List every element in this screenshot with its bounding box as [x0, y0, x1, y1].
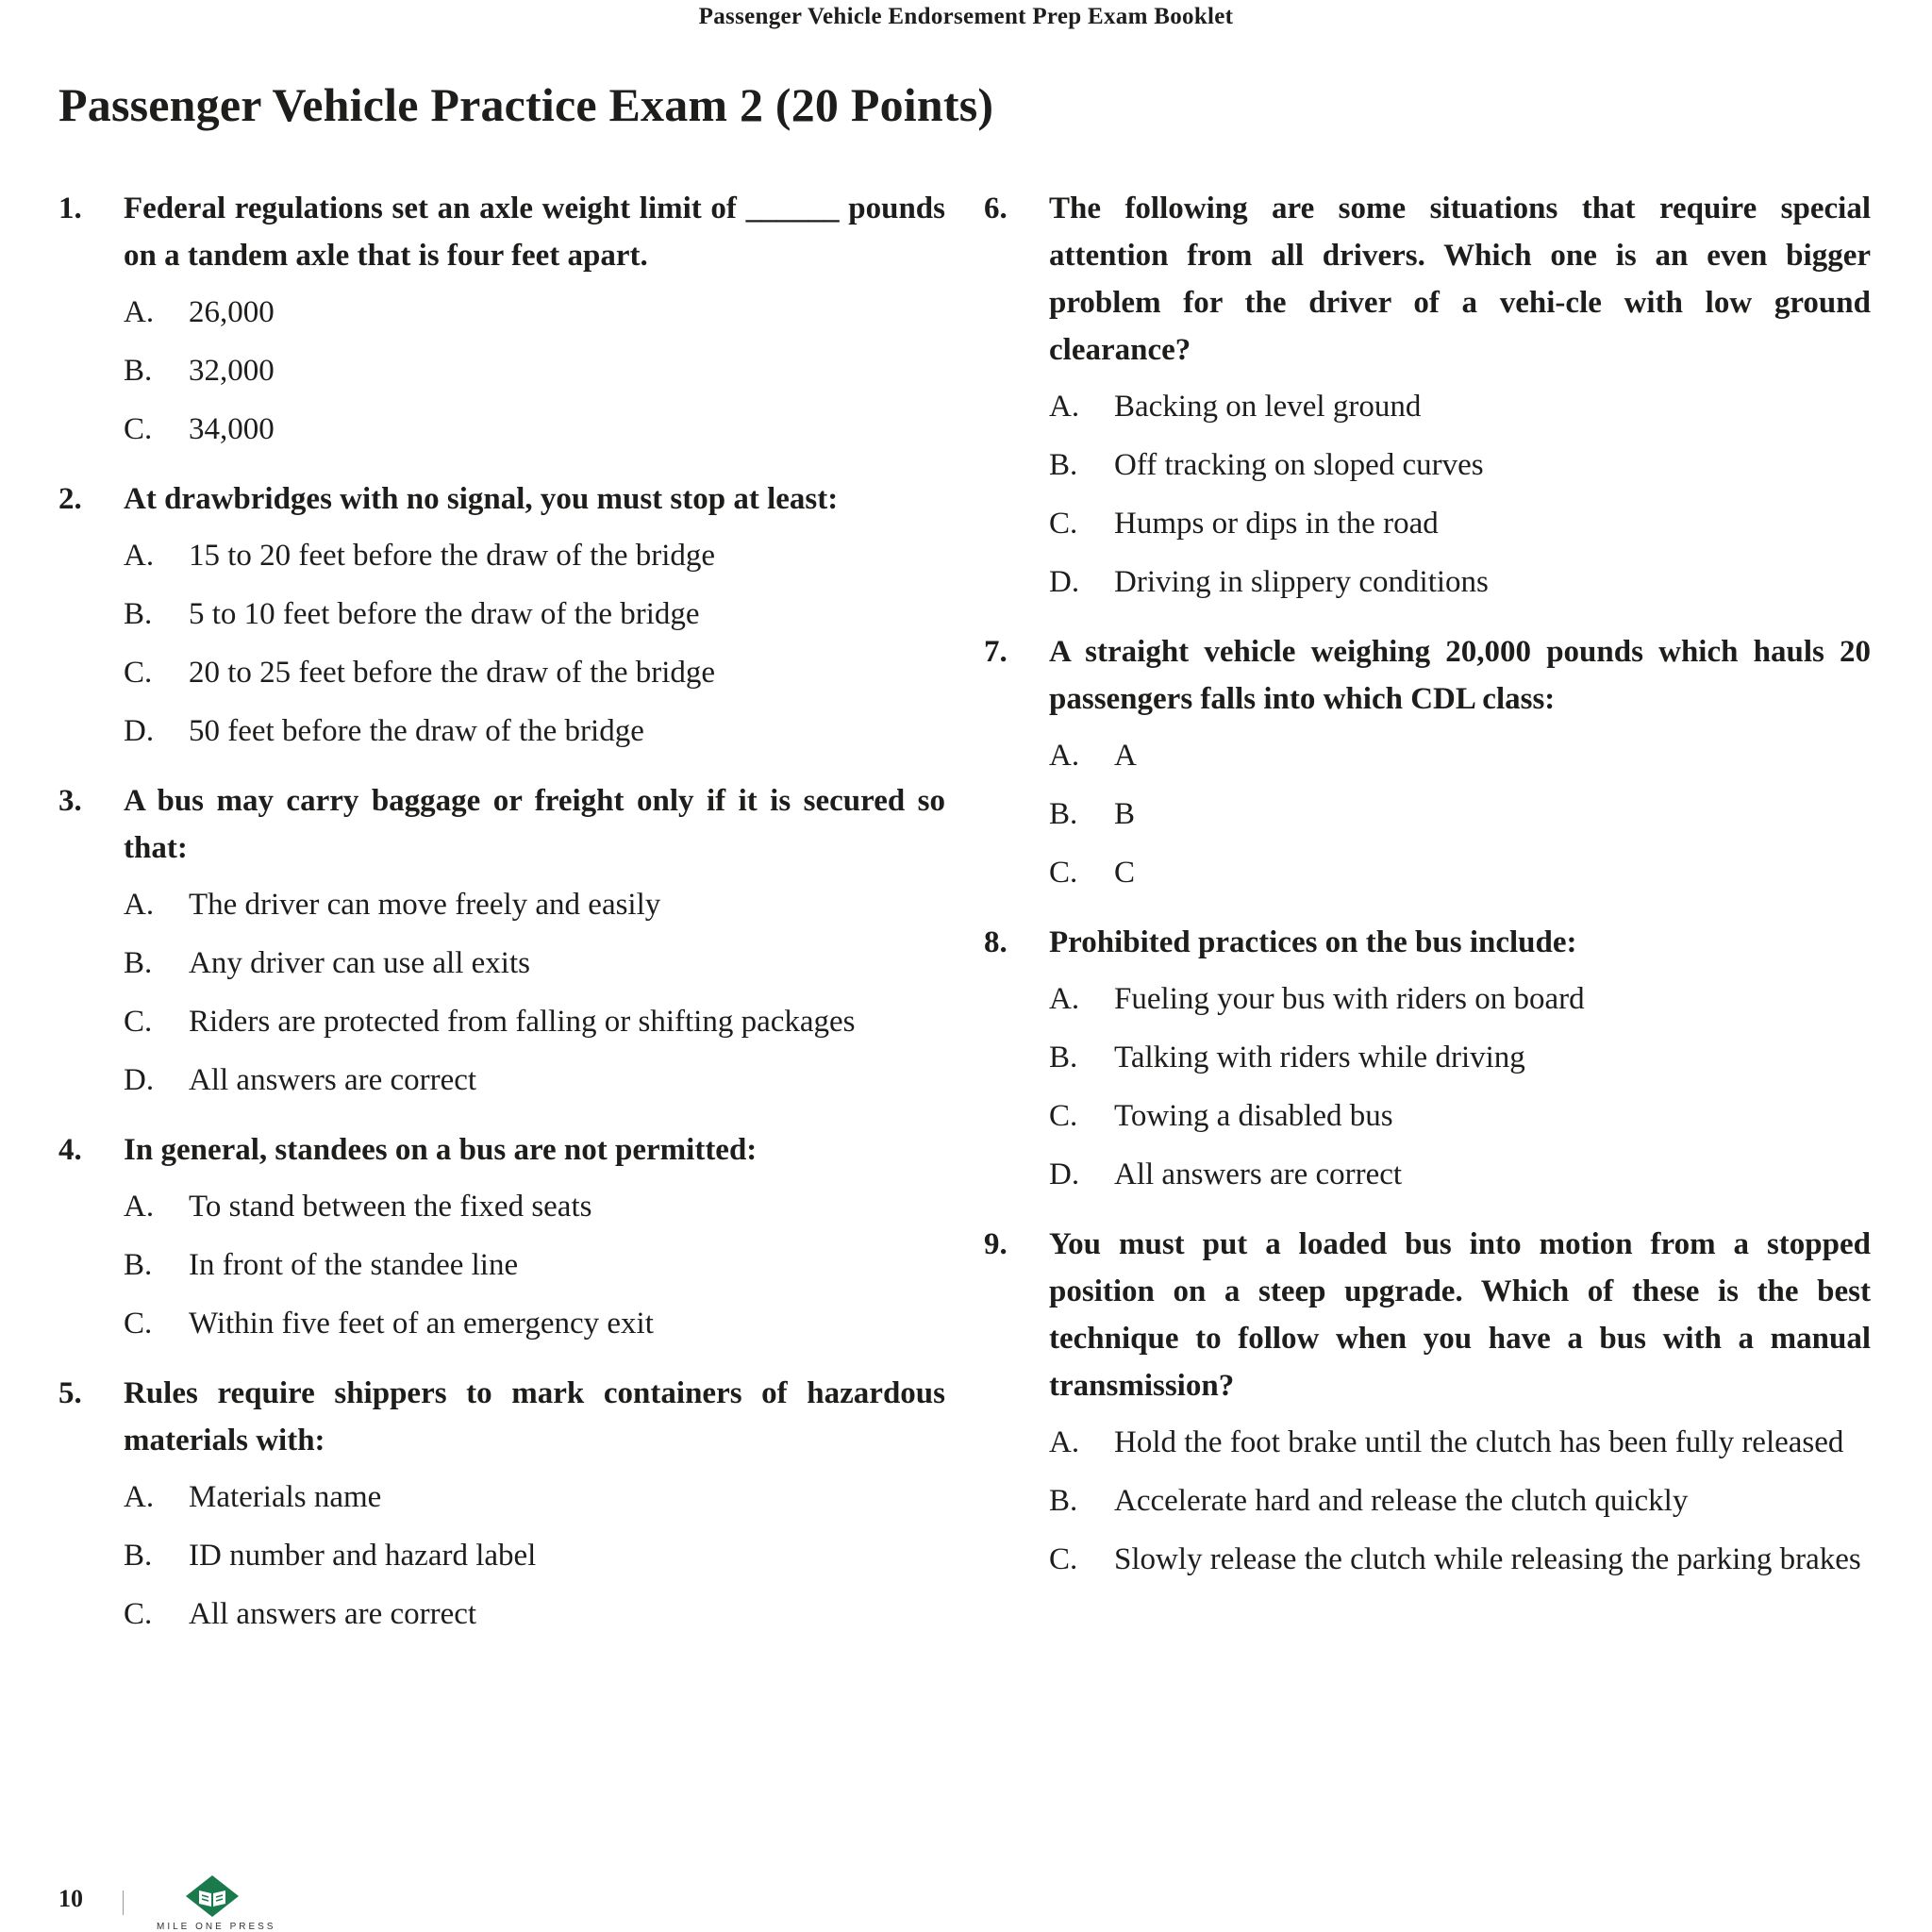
answer-text: C [1114, 856, 1136, 890]
answer-letter: D. [1049, 565, 1080, 599]
answer-list [1049, 732, 1871, 896]
answer-text: Towing a disabled bus [1114, 1099, 1393, 1133]
answer-text: Driving in slippery conditions [1114, 565, 1489, 599]
answer-option [1049, 1034, 1871, 1081]
answer-letter: B. [1049, 1041, 1078, 1074]
answer-letter: B. [1049, 797, 1078, 831]
question-number: 8. [984, 925, 1008, 959]
answer-option [1049, 558, 1871, 606]
running-head: Passenger Vehicle Endorsement Prep Exam Booklet [698, 4, 1234, 29]
answer-text: Fueling your bus with riders on board [1114, 982, 1585, 1016]
answer-text: Accelerate hard and release the clutch quickly [1114, 1484, 1689, 1518]
question-4 [58, 1126, 945, 1347]
answer-text: 32,000 [189, 354, 275, 388]
question-number: 3. [58, 784, 82, 818]
answer-letter: B. [124, 597, 153, 631]
answer-option [1049, 1419, 1871, 1466]
answer-list [1049, 975, 1871, 1198]
answer-text: In front of the standee line [189, 1248, 519, 1282]
answer-option [124, 406, 945, 453]
answer-option [1049, 975, 1871, 1023]
question-text: Prohibited practices on the bus include: [1049, 925, 1577, 959]
answer-option [124, 1300, 945, 1347]
answer-option [124, 708, 945, 755]
answer-text: ID number and hazard label [189, 1539, 537, 1573]
answer-option [1049, 849, 1871, 896]
footer-divider [123, 1890, 124, 1915]
answer-text: Humps or dips in the road [1114, 507, 1439, 541]
answer-option [124, 998, 945, 1045]
answer-text: 15 to 20 feet before the draw of the bridge [189, 539, 716, 573]
answer-option [124, 1183, 945, 1230]
answer-text: Backing on level ground [1114, 390, 1422, 424]
answer-text: A [1114, 739, 1137, 773]
answer-list [1049, 383, 1871, 606]
answer-option [1049, 441, 1871, 489]
page-number: 10 [58, 1885, 83, 1912]
answer-letter: A. [124, 1190, 155, 1224]
right-column [984, 185, 1871, 1606]
question-6 [984, 185, 1871, 606]
answer-option [124, 1241, 945, 1289]
question-number: 5. [58, 1376, 82, 1410]
answer-list [124, 1474, 945, 1638]
answer-option [124, 1532, 945, 1579]
answer-text: 20 to 25 feet before the draw of the bridge [189, 656, 716, 690]
answer-list [1049, 1419, 1871, 1583]
answer-text: To stand between the fixed seats [189, 1190, 592, 1224]
answer-letter: C. [124, 1597, 153, 1631]
answer-option [124, 649, 945, 696]
answer-letter: D. [124, 714, 155, 748]
answer-letter: A. [1049, 1425, 1080, 1459]
answer-letter: B. [124, 1248, 153, 1282]
answer-text: Slowly release the clutch while releasing the parking brakes [1114, 1542, 1861, 1576]
answer-letter: A. [124, 539, 155, 573]
question-number: 2. [58, 482, 82, 516]
answer-list [124, 1183, 945, 1347]
answer-letter: A. [124, 888, 155, 922]
question-number: 7. [984, 635, 1008, 669]
logo-diamond [186, 1875, 239, 1917]
answer-text: Talking with riders while driving [1114, 1041, 1525, 1074]
answer-letter: B. [124, 1539, 153, 1573]
answer-letter: D. [1049, 1158, 1080, 1191]
answer-option [1049, 1536, 1871, 1583]
question-number: 1. [58, 192, 82, 225]
answer-list [124, 532, 945, 755]
question-text: At drawbridges with no signal, you must stop at least: [124, 482, 839, 516]
question-3 [58, 777, 945, 1104]
question-5 [58, 1370, 945, 1638]
question-number: 6. [984, 192, 1008, 225]
question-2 [58, 475, 945, 755]
question-text: The following are some situations that require special attention from all drivers. Which one is an even bigger problem for the driver of a vehi-cle with low ground clearance? [1049, 192, 1871, 367]
answer-option [124, 1591, 945, 1638]
answer-text: Hold the foot brake until the clutch has been fully released [1114, 1425, 1844, 1459]
answer-text: Riders are protected from falling or shifting packages [189, 1005, 856, 1039]
question-text: Federal regulations set an axle weight limit of ______ pounds on a tandem axle that is four feet apart. [124, 192, 945, 273]
answer-letter: A. [1049, 739, 1080, 773]
answer-text: All answers are correct [1114, 1158, 1403, 1191]
question-7 [984, 628, 1871, 896]
answer-option [124, 591, 945, 638]
answer-letter: C. [124, 412, 153, 446]
question-text: In general, standees on a bus are not permitted: [124, 1133, 758, 1167]
answer-text: The driver can move freely and easily [189, 888, 661, 922]
page-title: Passenger Vehicle Practice Exam 2 (20 Points) [58, 78, 994, 131]
question-text: Rules require shippers to mark containers of hazardous materials with: [124, 1376, 945, 1457]
answer-option [124, 881, 945, 928]
answer-option [1049, 1092, 1871, 1140]
answer-letter: C. [1049, 1099, 1078, 1133]
answer-text: Off tracking on sloped curves [1114, 448, 1484, 482]
question-text: A bus may carry baggage or freight only if it is secured so that: [124, 784, 945, 865]
answer-text: Materials name [189, 1480, 382, 1514]
answer-option [124, 289, 945, 336]
answer-letter: C. [124, 1005, 153, 1039]
answer-letter: C. [1049, 856, 1078, 890]
answer-option [1049, 732, 1871, 779]
answer-option [124, 940, 945, 987]
answer-list [124, 881, 945, 1104]
answer-text: 26,000 [189, 295, 275, 329]
logo-book-right-page [213, 1890, 225, 1907]
question-number: 4. [58, 1133, 82, 1167]
answer-letter: C. [1049, 1542, 1078, 1576]
answer-option [124, 347, 945, 394]
answer-letter: A. [1049, 982, 1080, 1016]
answer-option [124, 1057, 945, 1104]
question-text: A straight vehicle weighing 20,000 pounds which hauls 20 passengers falls into which CDL class: [1049, 635, 1871, 716]
answer-text: 5 to 10 feet before the draw of the bridge [189, 597, 700, 631]
question-1 [58, 185, 945, 453]
answer-option [1049, 500, 1871, 547]
answer-text: Any driver can use all exits [189, 946, 530, 980]
answer-option [124, 1474, 945, 1521]
answer-option [1049, 1477, 1871, 1524]
answer-letter: C. [1049, 507, 1078, 541]
answer-letter: B. [124, 354, 153, 388]
answer-letter: A. [1049, 390, 1080, 424]
answer-text: All answers are correct [189, 1063, 477, 1097]
answer-option [1049, 1151, 1871, 1198]
answer-letter: A. [124, 1480, 155, 1514]
left-column [58, 185, 945, 1660]
answer-letter: B. [1049, 1484, 1078, 1518]
answer-option [124, 532, 945, 579]
publisher-logo-icon [151, 1874, 274, 1928]
question-9 [984, 1221, 1871, 1583]
answer-letter: D. [124, 1063, 155, 1097]
question-number: 9. [984, 1227, 1008, 1261]
answer-letter: B. [124, 946, 153, 980]
answer-text: B [1114, 797, 1136, 831]
answer-list [124, 289, 945, 453]
question-8 [984, 919, 1871, 1198]
answer-text: Within five feet of an emergency exit [189, 1307, 654, 1341]
answer-letter: A. [124, 295, 155, 329]
publisher-name: MILE ONE PRESS [157, 1922, 276, 1932]
answer-letter: C. [124, 1307, 153, 1341]
answer-option [1049, 383, 1871, 430]
answer-text: 34,000 [189, 412, 275, 446]
logo-book-left-page [199, 1890, 211, 1907]
answer-letter: C. [124, 656, 153, 690]
answer-text: All answers are correct [189, 1597, 477, 1631]
answer-letter: B. [1049, 448, 1078, 482]
question-text: You must put a loaded bus into motion from a stopped position on a steep upgrade. Which of these is the best technique to follow when you have a bus with a manual transmission? [1049, 1227, 1871, 1403]
answer-text: 50 feet before the draw of the bridge [189, 714, 644, 748]
answer-option [1049, 791, 1871, 838]
